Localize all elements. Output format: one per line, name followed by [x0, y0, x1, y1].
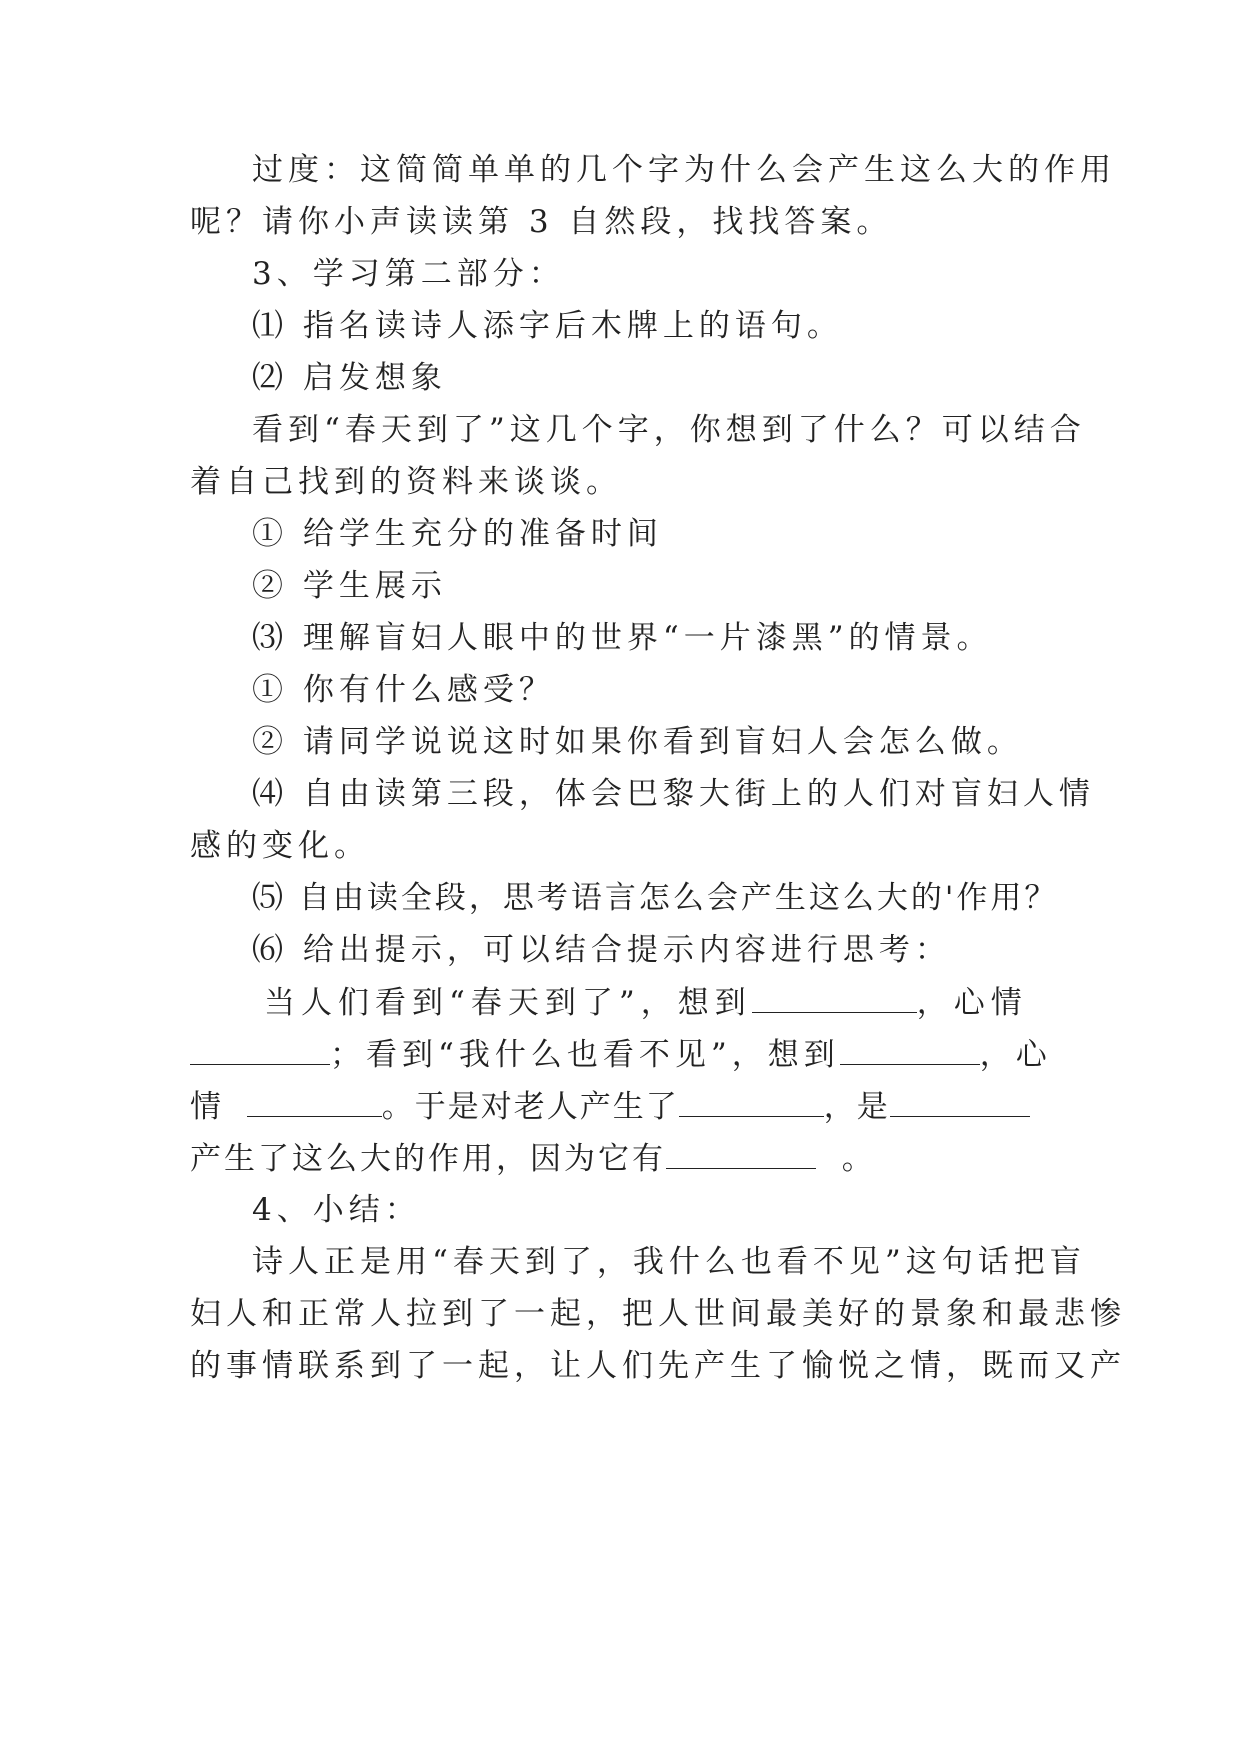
paragraph-line: 着自己找到的资料来谈谈。	[190, 464, 622, 500]
fill-in-line	[190, 1138, 1050, 1179]
fill-text: ；看到“我什么也看不见”，想到	[330, 1037, 840, 1073]
answer-blank	[840, 1034, 980, 1065]
answer-blank	[666, 1138, 816, 1169]
fill-in-line	[190, 1034, 1050, 1075]
answer-blank	[890, 1086, 1030, 1117]
fill-text: 。	[841, 1141, 876, 1177]
paragraph-line: 看到“春天到了”这几个字，你想到了什么？可以结合	[252, 412, 1086, 448]
section-heading: 3、学习第二部分：	[252, 256, 565, 292]
paragraph-line: 感的变化。	[190, 828, 370, 864]
list-item: ⑸ 自由读全段，思考语言怎么会产生这么大的'作用？	[252, 880, 1059, 916]
paragraph-line: 妇人和正常人拉到了一起，把人世间最美好的景象和最悲惨	[190, 1296, 1126, 1332]
section-heading: 4、小结：	[252, 1192, 421, 1228]
list-item: ② 学生展示	[252, 568, 447, 604]
paragraph-line: 过度：这简简单单的几个字为什么会产生这么大的作用	[252, 152, 1116, 188]
answer-blank	[247, 1086, 382, 1117]
fill-text: 。于是对老人产生了	[381, 1089, 679, 1125]
answer-blank	[679, 1086, 824, 1117]
list-item: ⑵ 启发想象	[252, 360, 447, 396]
fill-text: 产生了这么大的作用，因为它有	[190, 1141, 666, 1177]
list-item: ⑶ 理解盲妇人眼中的世界“一片漆黑”的情景。	[252, 620, 993, 656]
fill-in-line	[190, 1086, 1050, 1127]
fill-text: ，心情	[916, 985, 1028, 1021]
paragraph-line: 的事情联系到了一起，让人们先产生了愉悦之情，既而又产	[190, 1348, 1126, 1384]
fill-text: 当人们看到“春天到了”，想到	[264, 985, 752, 1021]
list-item: ② 请同学说说这时如果你看到盲妇人会怎么做。	[252, 724, 1023, 760]
fill-in-line	[264, 982, 1124, 1023]
list-item: ⑴ 指名读诗人添字后木牌上的语句。	[252, 308, 843, 344]
list-item: ⑹ 给出提示，可以结合提示内容进行思考：	[252, 932, 951, 968]
answer-blank	[752, 982, 917, 1013]
fill-text: ，心	[979, 1037, 1052, 1073]
list-item: ① 给学生充分的准备时间	[252, 516, 663, 552]
fill-text: ，是	[823, 1089, 890, 1125]
list-item: ⑷ 自由读第三段，体会巴黎大街上的人们对盲妇人情	[252, 776, 1095, 812]
list-item: ① 你有什么感受？	[252, 672, 555, 708]
paragraph-line: 呢？请你小声读读第 3 自然段，找找答案。	[190, 204, 893, 240]
answer-blank	[190, 1034, 330, 1065]
fill-text: 情	[190, 1089, 223, 1125]
paragraph-line: 诗人正是用“春天到了，我什么也看不见”这句话把盲	[252, 1244, 1086, 1280]
